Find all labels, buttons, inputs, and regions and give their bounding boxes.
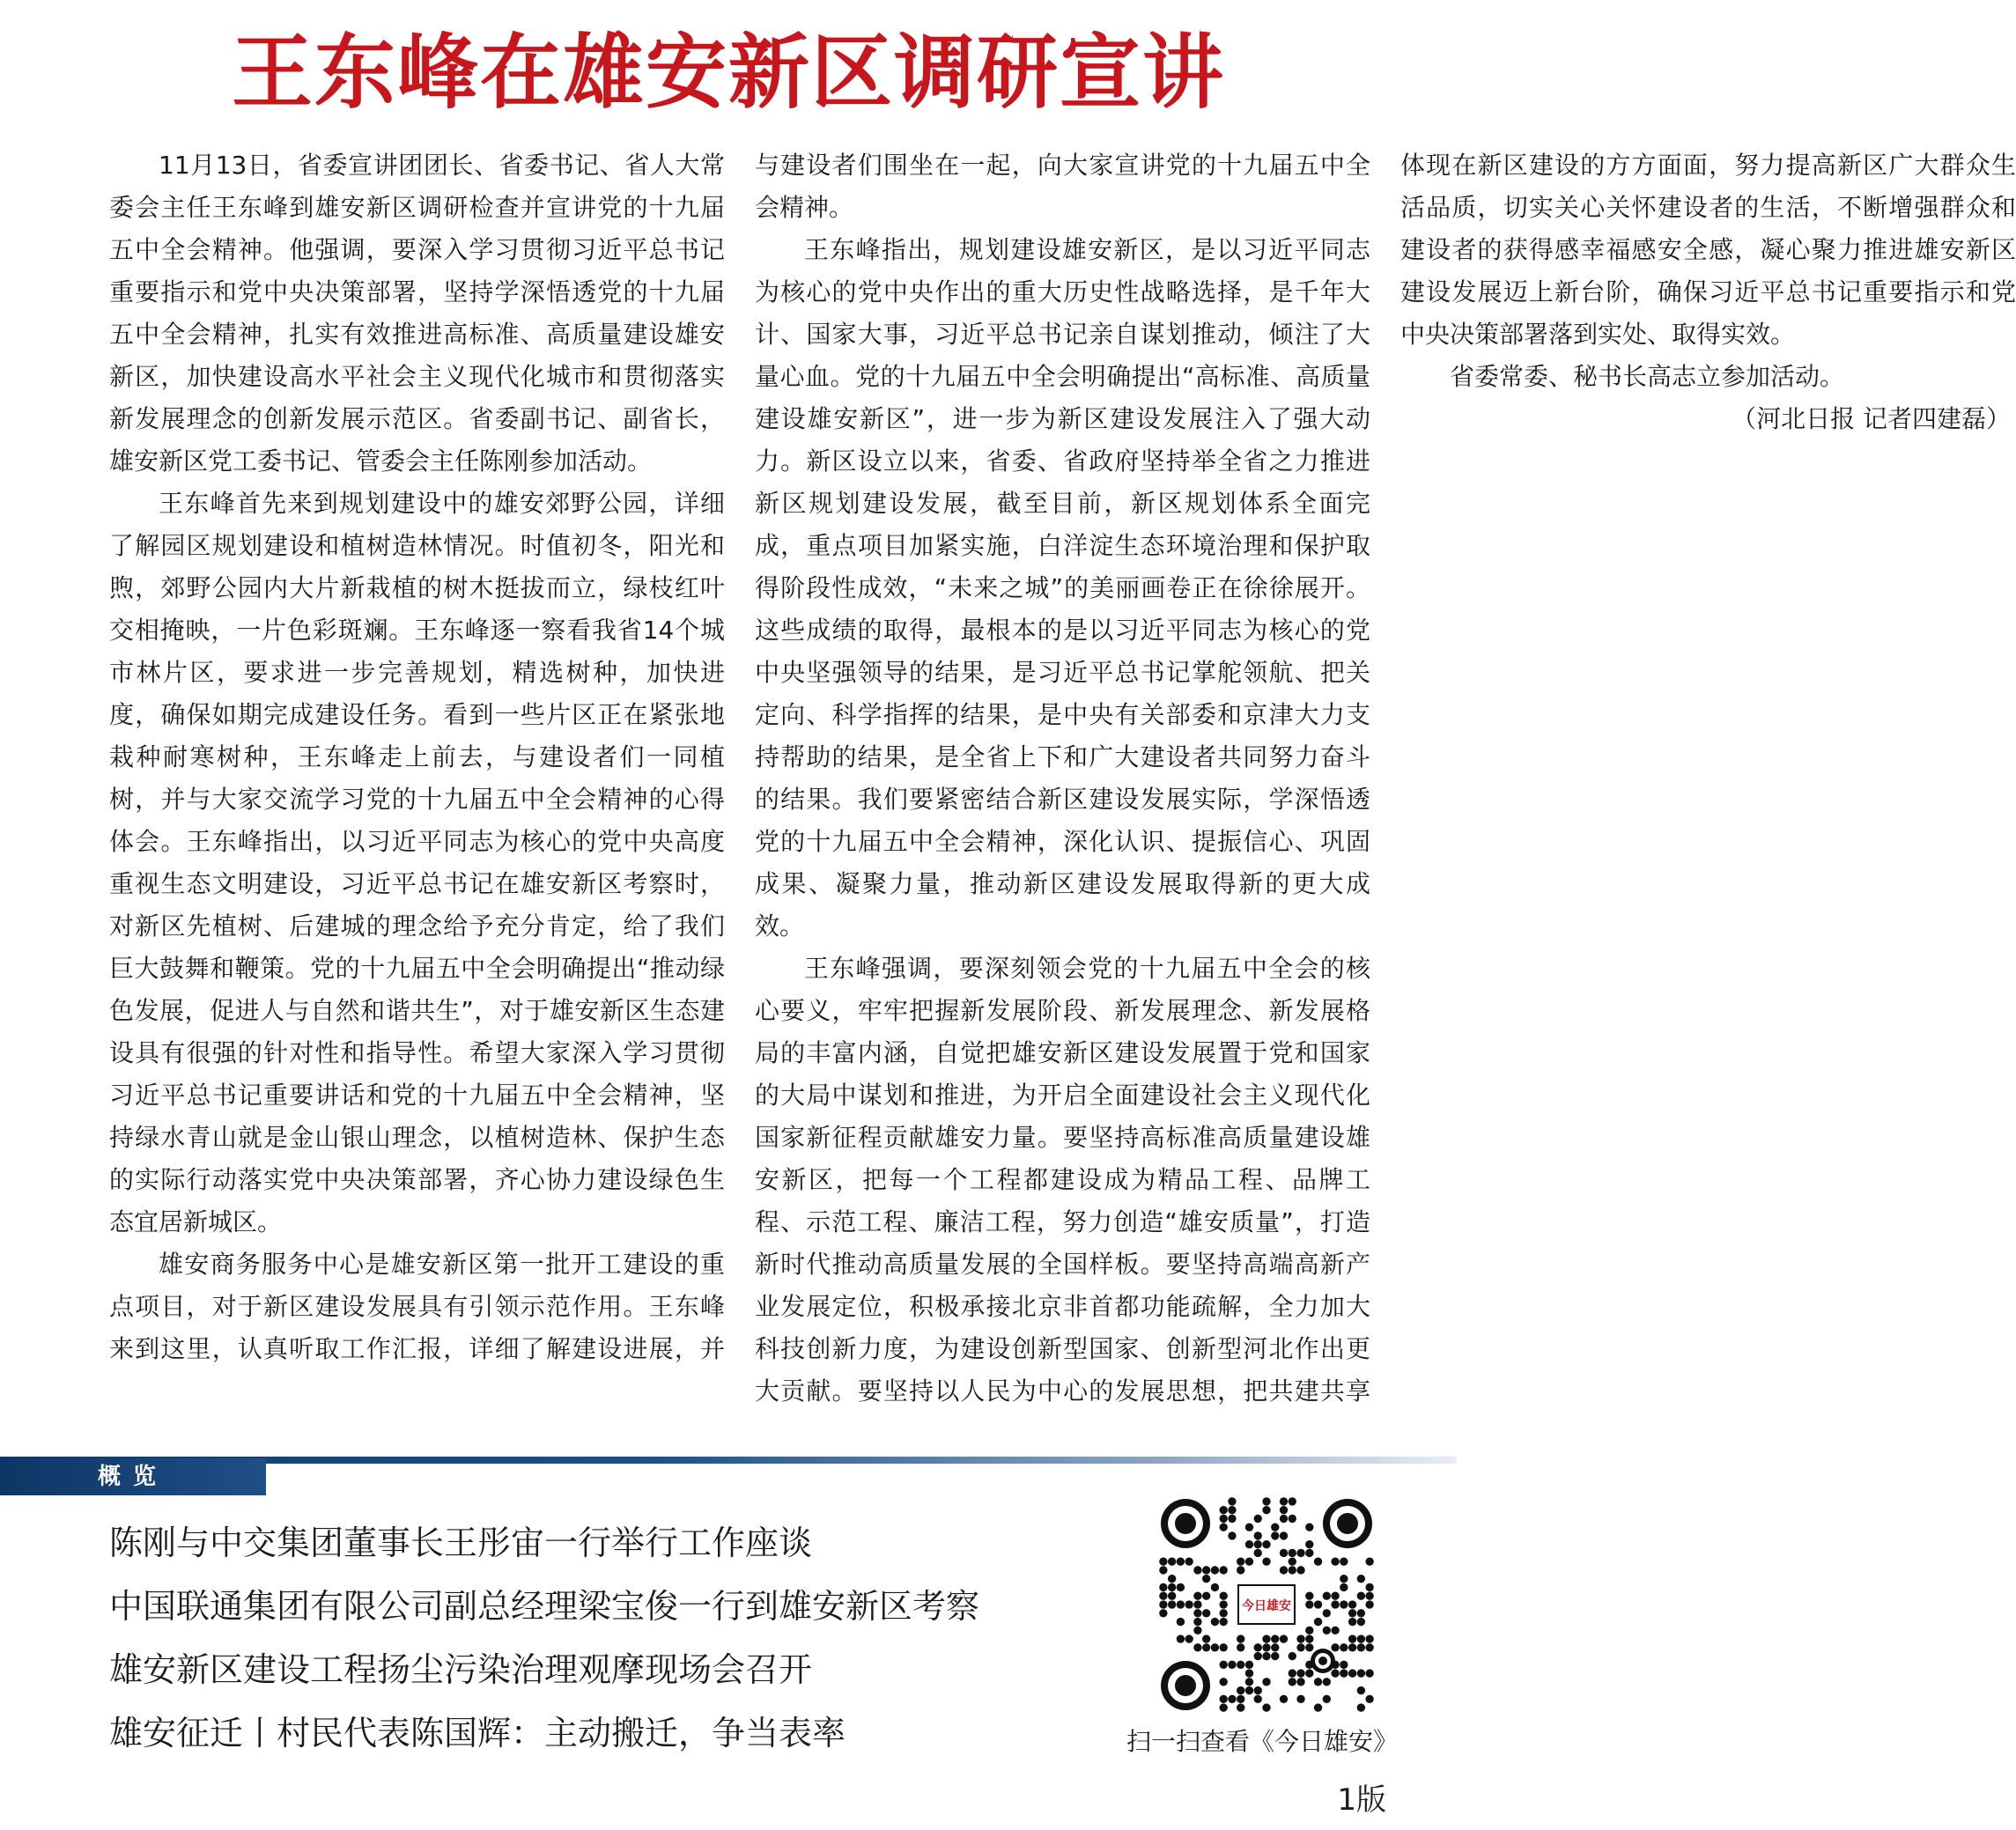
overview-label: 概览 (0, 1458, 266, 1495)
headline-link[interactable]: 陈刚与中交集团董事长王彤宙一行举行工作座谈 (109, 1524, 813, 1562)
headline: 王东峰在雄安新区调研宣讲 (231, 25, 1225, 120)
headline-link[interactable]: 雄安征迁丨村民代表陈国辉：主动搬迁，争当表率 (109, 1714, 846, 1753)
headline-link[interactable]: 中国联通集团有限公司副总经理梁宝俊一行到雄安新区考察 (109, 1587, 980, 1626)
overview-headlines (109, 1524, 1043, 1777)
qr-logo-text: 今日雄安 (1242, 1599, 1291, 1613)
page-number: 1版 (1337, 1782, 1386, 1818)
article-paragraph: 王东峰指出，规划建设雄安新区，是以习近平同志为核心的党中央作出的重大历史性战略选择，是千年大计、国家大事，习近平总书记亲自谋划推动，倾注了大量心血。党的十九届五中全会明确提出“高标准、高质量建设雄安新区”，进一步为新区建设发展注入了强大动力。新区设立以来，省委、省政府坚持举全省之力推进新区规划建设发展，截至目前，新区规划体系全面完成，重点项目加紧实施，白洋淀生态环境治理和保护取得阶段性成效，“未来之城”的美丽画卷正在徐徐展开。这些成绩的取得，最根本的是以习近平同志为核心的党中央坚强领导的结果，是习近平总书记掌舵领航、把关定向、科学指挥的结果，是中央有关部委和京津大力支持帮助的结果，是全省上下和广大建设者共同努力奋斗的结果。我们要紧密结合新区建设发展实际，学深悟透党的十九届五中全会精神，深化认识、提振信心、巩固成果、凝聚力量，推动新区建设发展取得新的更大成效。 (755, 235, 1370, 941)
article-paragraph: 王东峰首先来到规划建设中的雄安郊野公园，详细了解园区规划建设和植树造林情况。时值初冬，阳光和煦，郊野公园内大片新栽植的树木挺拔而立，绿枝红叶交相掩映，一片色彩斑斓。王东峰逐一察看我省14个城市林片区，要求进一步完善规划，精选树种，加快进度，确保如期完成建设任务。看到一些片区正在紧张地栽种耐寒树种，王东峰走上前去，与建设者们一同植树，并与大家交流学习党的十九届五中全会精神的心得体会。王东峰指出，以习近平同志为核心的党中央高度重视生态文明建设，习近平总书记在雄安新区考察时，对新区先植树、后建城的理念给予充分肯定，给了我们巨大鼓舞和鞭策。党的十九届五中全会明确提出“推动绿色发展，促进人与自然和谐共生”，对于雄安新区生态建设具有很强的针对性和指导性。希望大家深入学习贯彻习近平总书记重要讲话和党的十九届五中全会精神，坚持绿水青山就是金山银山理念，以植树造林、保护生态的实际行动落实党中央决策部署，齐心协力建设绿色生态宜居新城区。 (109, 489, 725, 1236)
qr-code[interactable] (1159, 1497, 1374, 1712)
headline-link[interactable]: 雄安新区建设工程扬尘污染治理观摩现场会召开 (109, 1650, 813, 1689)
article-paragraph: 王东峰强调，要深刻领会党的十九届五中全会的核心要义，牢牢把握新发展阶段、新发展理念、新发展格局的丰富内涵，自觉把雄安新区建设发展置于党和国家的大局中谋划和推进，为开启全面建设社会主义现代化国家新征程贡献雄安力量。要坚持高标准高质量建设雄安新区，把每一个工程都建设成为精品工程、品牌工程、示范工程、廉洁工程，努力创造“雄安质量”，打造新时代推动高质量发展的全国样板。要坚持高端高新产业发展定位，积极承接北京非首都功能疏解，全力加大科技创新力度，为建设创新型国家、创新型河北作出更大贡献。要坚持以人民为中心的发展思想，把共建共享体现在新区建设的方方面面，努力提高新区广大群众生活品质，切实关心关怀建设者的生活，不断增强群众和建设者的获得感幸福感安全感，凝心聚力推进雄安新区建设发展迈上新台阶，确保习近平总书记重要指示和党中央决策部署落到实处、取得实效。 (755, 151, 2016, 1406)
article-paragraph: 省委常委、秘书长高志立参加活动。 (1450, 362, 1845, 391)
qr-caption: 扫一扫查看《今日雄安》 (1126, 1727, 1398, 1756)
article-paragraph: 雄安商务服务中心是雄安新区第一批开工建设的重点项目，对于新区建设发展具有引领示范作用。王东峰来到这里，认真听取工作汇报，详细了解建设进展，并与建设者们围坐在一起，向大家宣讲党的十九届五中全会精神。 (109, 151, 1370, 1363)
article-body (109, 144, 2016, 1430)
byline: （河北日报 记者四建磊） (1732, 404, 2011, 433)
article-paragraph: 11月13日，省委宣讲团团长、省委书记、省人大常委会主任王东峰到雄安新区调研检查并宣讲党的十九届五中全会精神。他强调，要深入学习贯彻习近平总书记重要指示和党中央决策部署，坚持学深悟透党的十九届五中全会精神，扎实有效推进高标准、高质量建设雄安新区，加快建设高水平社会主义现代化城市和贯彻落实新发展理念的创新发展示范区。省委副书记、副省长，雄安新区党工委书记、管委会主任陈刚参加活动。 (109, 151, 725, 476)
